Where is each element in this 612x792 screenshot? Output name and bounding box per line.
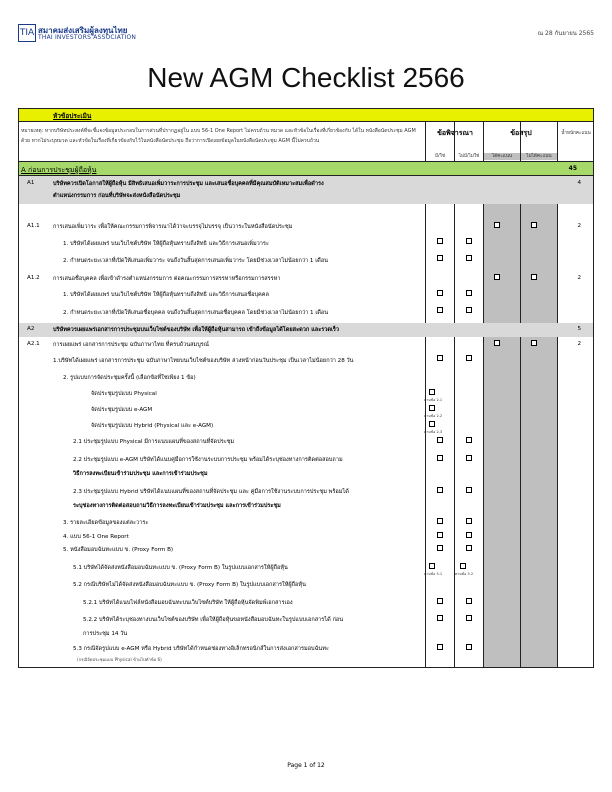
page-number: Page 1 of 12 — [287, 762, 325, 769]
checkbox[interactable] — [466, 307, 472, 313]
a1-text: บริษัทควรเปิดโอกาสให้ผู้ถือหุ้น มีสิทธิเสนอเพิ่มวาระการประชุม และเสนอชื่อบุคคลที่มีคุณสมบัติเหมาะสมเพื่อดำรง — [53, 181, 324, 187]
checkbox[interactable] — [437, 545, 443, 551]
org-name-english: THAI INVESTORS ASSOCIATION — [38, 34, 137, 41]
topic-row — [19, 109, 593, 122]
item-4: 4. แบบ 56-1 One Report — [63, 534, 129, 540]
tag-21: ตามข้อ 2.1 — [424, 398, 443, 402]
checkbox[interactable] — [466, 255, 472, 261]
checkbox[interactable] — [466, 355, 472, 361]
page-header — [18, 24, 594, 46]
a2-score: 5 — [577, 326, 581, 332]
checkbox[interactable] — [466, 545, 472, 551]
col-consider: ข้อพิจารณา — [437, 129, 473, 137]
a11-code: A1.1 — [27, 223, 40, 229]
item-5-2-2: 5.2.2 บริษัทได้ระบุช่องทางบนเว็บไซต์ของบริษัท เพื่อให้ผู้ถือหุ้นขอหนังสือมอบฉันทะในรูปแบบเอกสารได้ ก่อน — [83, 617, 344, 623]
checklist-table — [18, 108, 594, 668]
col-score: น้ำหนักคะแนน — [561, 131, 591, 136]
sub-no: ไม่มี/ไม่ใช่ — [458, 154, 480, 159]
document-date: ณ 28 กันยายน 2565 — [537, 30, 594, 37]
checkbox[interactable] — [429, 421, 435, 427]
section-a-row — [19, 162, 593, 176]
item-5-2: 5.2 กรณีบริษัทไม่ได้จัดส่งหนังสือมอบฉันทะแบบ ข. (Proxy Form B) ในรูปแบบเอกสารให้ผู้ถือหุ้น — [73, 582, 306, 588]
format-hybrid: จัดประชุมรูปแบบ Hybrid (Physical และ e-AGM) — [91, 423, 214, 429]
checkbox[interactable] — [466, 598, 472, 604]
section-a-title: A ก่อนการประชุมผู้ถือหุ้น — [21, 166, 97, 174]
a1-code: A1 — [27, 180, 35, 186]
checkbox[interactable] — [437, 532, 443, 538]
a1-row — [19, 176, 593, 204]
topic-label: หัวข้อประเมิน — [53, 112, 92, 120]
sub-pass: ได้คะแนน — [484, 153, 520, 160]
tag-22: ตามข้อ 2.2 — [424, 414, 443, 418]
a12-score: 2 — [577, 275, 581, 281]
note-text: หมายเหตุ: หากบริษัทประสงค์ที่จะชี้แจงข้อมูลประกอบในการส่วนที่ปรากฏอยู่ใน แบบ 56-1 One Report ไม่ครบถ้วน หมวด และหัวข้อในเรื่องที่เกี่ยวข้องกับ ได้ใน หนังสือนัดประชุม AGM ด้วย หากไม่ระบุหมวด และหัวข้อในเรื่องที่เกี่ยวข้องกับไว้ในหนังสือนัดประชุม ถือว่าการเปิดเผยข้อมูลในหนังสือนัดประชุม AGM นี้ไม่ครบถ้วน — [21, 128, 416, 144]
checkbox[interactable] — [437, 487, 443, 493]
sub-yes: มี/ใช่ — [435, 154, 445, 159]
a21-score: 2 — [577, 341, 581, 347]
checkbox[interactable] — [466, 437, 472, 443]
section-a-score: 45 — [568, 165, 577, 172]
checkbox[interactable] — [466, 238, 472, 244]
checkbox[interactable] — [466, 644, 472, 650]
item-5-2-2-cont: การประชุม 14 วัน — [83, 631, 128, 637]
item-5-3: 5.3 กรณีจัดรูปแบบ e-AGM หรือ Hybrid บริษัทได้กำหนดช่องทางอิเล็กทรอนิกส์ในการส่งเอกสารมอบฉันทะ — [73, 646, 329, 652]
item-2-2: 2.2 ประชุมรูปแบบ e-AGM บริษัทได้แนบคู่มือการใช้งานระบบการประชุม พร้อมได้ระบุช่องทางการติดต่อสอบถาม — [73, 457, 343, 463]
item-5-3-note: (กรณีจัดประชุมแบบ Physical ข้ามไปทำข้อ 6) — [77, 657, 162, 662]
checkbox[interactable] — [466, 615, 472, 621]
a21-code: A2.1 — [27, 341, 40, 347]
a11-item-2: 2. กำหนดระยะเวลาที่เปิดให้เสนอเพิ่มวาระ จนถึงวันสิ้นสุดการเสนอเพิ่มวาระ โดยมีช่วงเวลาไม่น้อยกว่า 1 เดือน — [63, 258, 328, 264]
checkbox[interactable] — [531, 222, 537, 228]
checkbox[interactable] — [437, 518, 443, 524]
a12-item-2: 2. กำหนดระยะเวลาที่เปิดให้เสนอชื่อบุคคล จนถึงวันสิ้นสุดการเสนอชื่อบุคคล โดยมีช่วงเวลาไม่น้อยกว่า 1 เดือน — [63, 310, 329, 316]
checkbox[interactable] — [466, 518, 472, 524]
checkbox[interactable] — [531, 274, 537, 280]
checkbox[interactable] — [494, 222, 500, 228]
checkbox[interactable] — [437, 355, 443, 361]
checkbox[interactable] — [466, 290, 472, 296]
checkbox[interactable] — [494, 340, 500, 346]
checkbox[interactable] — [437, 455, 443, 461]
checkbox[interactable] — [466, 455, 472, 461]
checkbox[interactable] — [466, 532, 472, 538]
sub-fail: ไม่ได้คะแนน — [521, 153, 557, 160]
a2-row — [19, 323, 593, 337]
item-2-2-cont: วิธีการลงทะเบียนเข้าร่วมประชุม และการเข้าร่วมประชุม — [73, 471, 208, 477]
format-physical: จัดประชุมรูปแบบ Physical — [91, 391, 157, 397]
checkbox[interactable] — [429, 389, 435, 395]
a11-text: การเสนอเพิ่มวาระ เพื่อให้คณะกรรมการพิจารณาได้ว่าจะบรรจุไม่บรรจุ เป็นวาระในหนังสือนัดประชุม — [53, 224, 293, 230]
checkbox[interactable] — [437, 238, 443, 244]
checkbox[interactable] — [437, 437, 443, 443]
a11-item-1: 1. บริษัทได้เผยแพร่ บนเว็บไซต์บริษัท ให้ผู้ถือหุ้นทราบถึงสิทธิ และวิธีการเสนอเพิ่มวาระ — [63, 241, 269, 247]
tag-522: ตามข้อ 5.2 — [455, 572, 474, 576]
checkbox[interactable] — [437, 255, 443, 261]
item-2-3-cont: ระบุช่องทางการติดต่อสอบถามวิธีการลงทะเบียนเข้าร่วมประชุม และการเข้าร่วมประชุม — [73, 503, 281, 509]
a12-text: การเสนอชื่อบุคคล เพื่อเข้าดำรงตำแหน่งกรรมการ ต่อคณะกรรมการสรรหาหรือกรรมการสรรหา — [53, 276, 281, 282]
a21-text: การเผยแพร่ เอกสารการประชุม ฉบับภาษาไทย ที่ครบถ้วนสมบูรณ์ — [53, 342, 209, 348]
item-3: 3. รายละเอียดข้อมูลของแต่ละวาระ — [63, 520, 149, 526]
item-2-3: 2.3 ประชุมรูปแบบ Hybrid บริษัทได้แนบแผนที่ของสถานที่จัดประชุม และ คู่มือการใช้งานระบบการประชุม พร้อมได้ — [73, 489, 349, 495]
page-title: New AGM Checklist 2566 — [147, 62, 465, 93]
item-5-2-1: 5.2.1 บริษัทได้แนบไฟล์หนังสือมอบฉันทะบนเว็บไซต์บริษัท ให้ผู้ถือหุ้นจัดพิมพ์เอกสารเอง — [83, 600, 293, 606]
a12-code: A1.2 — [27, 275, 40, 281]
item-2-1: 2.1 ประชุมรูปแบบ Physical มีการแนบแผนที่ของสถานที่จัดประชุม — [73, 439, 235, 445]
org-name-thai: สมาคมส่งเสริมผู้ลงทุนไทย — [38, 26, 128, 35]
a2-code: A2 — [27, 326, 35, 332]
checkbox[interactable] — [437, 615, 443, 621]
a1-text-2: ตำแหน่งกรรมการ ก่อนที่บริษัทจะส่งหนังสือนัดประชุม — [53, 193, 181, 199]
a2-text: บริษัทควรเผยแพร่เอกสารการประชุมบนเว็บไซต์ของบริษัท เพื่อให้ผู้ถือหุ้นสามารถ เข้าถึงข้อมูลได้โดยสะดวก และรวดเร็ว — [53, 327, 340, 333]
checkbox[interactable] — [429, 405, 435, 411]
a12-item-1: 1. บริษัทได้เผยแพร่ บนเว็บไซต์บริษัท ให้ผู้ถือหุ้นทราบถึงสิทธิ และวิธีการเสนอชื่อบุคคล — [63, 292, 269, 298]
checkbox[interactable] — [466, 487, 472, 493]
checkbox[interactable] — [494, 274, 500, 280]
format-eagm: จัดประชุมรูปแบบ e-AGM — [91, 407, 153, 413]
checkbox[interactable] — [460, 563, 466, 569]
a21-item-2: 2. รูปแบบการจัดประชุมครั้งนี้ (เลือกข้อที่ใช่เพียง 1 ข้อ) — [63, 375, 196, 381]
item-5: 5. หนังสือมอบฉันทะแบบ ข. (Proxy Form B) — [63, 547, 174, 553]
checkbox[interactable] — [437, 290, 443, 296]
checkbox[interactable] — [437, 307, 443, 313]
a11-score: 2 — [577, 223, 581, 229]
a21-item-1: 1.บริษัทได้เผยแพร่ เอกสารการประชุม ฉบับภาษาไทยบนเว็บไซต์ของบริษัท ล่วงหน้าก่อนวันประชุม เป็นเวลาไม่น้อยกว่า 28 วัน — [53, 358, 354, 364]
checkbox[interactable] — [437, 598, 443, 604]
tag-521: ตามข้อ 5.1 — [424, 572, 443, 576]
checkbox[interactable] — [437, 644, 443, 650]
col-summary: ข้อสรุป — [510, 129, 532, 137]
a1-score: 4 — [577, 180, 581, 186]
tag-23: ตามข้อ 2.3 — [424, 430, 443, 434]
association-logo: TIA — [18, 24, 36, 42]
item-5-1: 5.1 บริษัทได้จัดส่งหนังสือมอบฉันทะแบบ ข. (Proxy Form B) ในรูปแบบเอกสารให้ผู้ถือหุ้น — [73, 565, 288, 571]
note-row — [19, 122, 593, 162]
checkbox[interactable] — [429, 563, 435, 569]
checkbox[interactable] — [531, 340, 537, 346]
